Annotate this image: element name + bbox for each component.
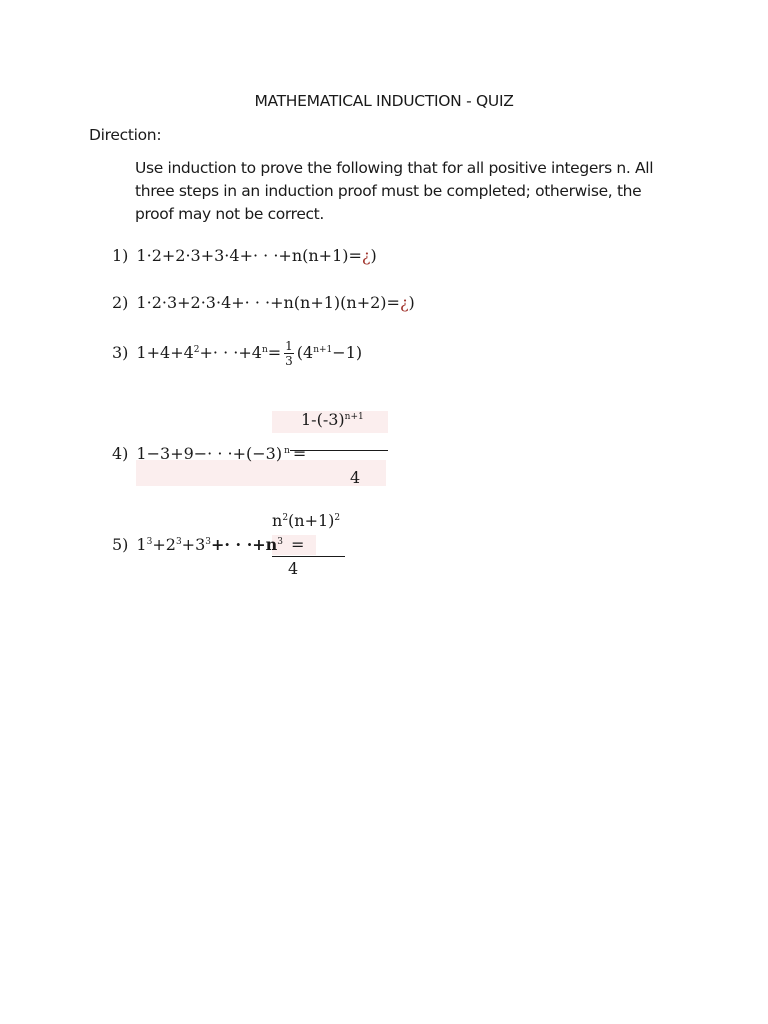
problem-5-exp-4: 3	[277, 537, 284, 547]
problem-5	[112, 535, 304, 554]
problem-5-term-4: +· · ·+n	[211, 535, 278, 554]
problem-3-frac-numerator: 1	[285, 339, 293, 353]
problem-5-denominator: 4	[288, 559, 299, 578]
problem-3-rhs-exponent: n+1	[313, 345, 333, 355]
problem-2	[112, 293, 415, 312]
problem-3-number: 3)	[112, 343, 129, 362]
problem-5-term-3: +3	[181, 535, 206, 554]
problem-4-highlight	[136, 460, 386, 486]
problem-4-equals: =	[292, 444, 307, 463]
problem-3-equals: =	[267, 343, 282, 362]
problem-2-number: 2)	[112, 293, 129, 312]
problem-1-number: 1)	[112, 246, 129, 265]
page-title: MATHEMATICAL INDUCTION - QUIZ	[254, 92, 514, 110]
problem-5-numerator-exp-1: 2	[282, 513, 289, 523]
problem-4-numerator-text: 1-(-3)	[301, 410, 345, 429]
problem-1	[112, 246, 377, 265]
problem-5-numerator-exp-2: 2	[334, 513, 341, 523]
problem-4-numerator-exponent: n+1	[344, 412, 364, 422]
problem-4-denominator: 4	[350, 468, 361, 487]
problem-5-number: 5)	[112, 535, 129, 554]
problem-5-numerator	[272, 511, 340, 530]
direction-label: Direction:	[89, 126, 162, 144]
problem-5-term-1: 1	[136, 535, 147, 554]
problem-3-rhs-open: (4	[296, 343, 314, 362]
problem-3-lhs: 1+4+4	[136, 343, 194, 362]
problem-4-lhs: 1−3+9−· · ·+(−3)	[136, 444, 283, 463]
problem-5-term-2: +2	[152, 535, 176, 554]
problem-1-close: )	[370, 246, 377, 265]
direction-text: Use induction to prove the following that for all positive integers n. All three steps in an induction proof must be completed; otherwise, the proof may not be correct.	[135, 159, 654, 223]
problem-4	[112, 444, 306, 463]
problem-5-exp-2: 3	[175, 537, 182, 547]
problem-4-number: 4)	[112, 444, 129, 463]
problem-4-lhs-exponent: n	[284, 446, 290, 456]
problem-3-lhs-exponent: 2	[193, 345, 200, 355]
problem-3-fraction	[284, 340, 294, 367]
problem-5-exp-3: 3	[205, 537, 211, 547]
problem-5-numerator-n: n	[272, 511, 283, 530]
problem-3-lhs-exponent-n: n	[261, 345, 268, 355]
problem-1-expression: 1·2+2·3+3·4+· · ·+n(n+1)=	[136, 246, 362, 265]
problem-4-numerator	[301, 410, 364, 429]
problem-3-lhs-mid: +· · ·+4	[199, 343, 262, 362]
problem-5-equals: =	[291, 535, 305, 554]
problem-2-close: )	[408, 293, 415, 312]
problem-2-expression: 1·2·3+2·3·4+· · ·+n(n+1)(n+2)=	[136, 293, 400, 312]
problem-3-frac-denominator: 3	[285, 354, 293, 368]
problem-5-fraction-bar	[272, 556, 345, 557]
problem-5-numerator-paren: (n+1)	[288, 511, 335, 530]
problem-3	[112, 340, 362, 367]
problem-1-placeholder: ¿	[361, 246, 371, 265]
problem-2-placeholder: ¿	[399, 293, 409, 312]
problem-5-exp-1: 3	[146, 537, 153, 547]
problem-3-rhs-close: −1)	[332, 343, 363, 362]
